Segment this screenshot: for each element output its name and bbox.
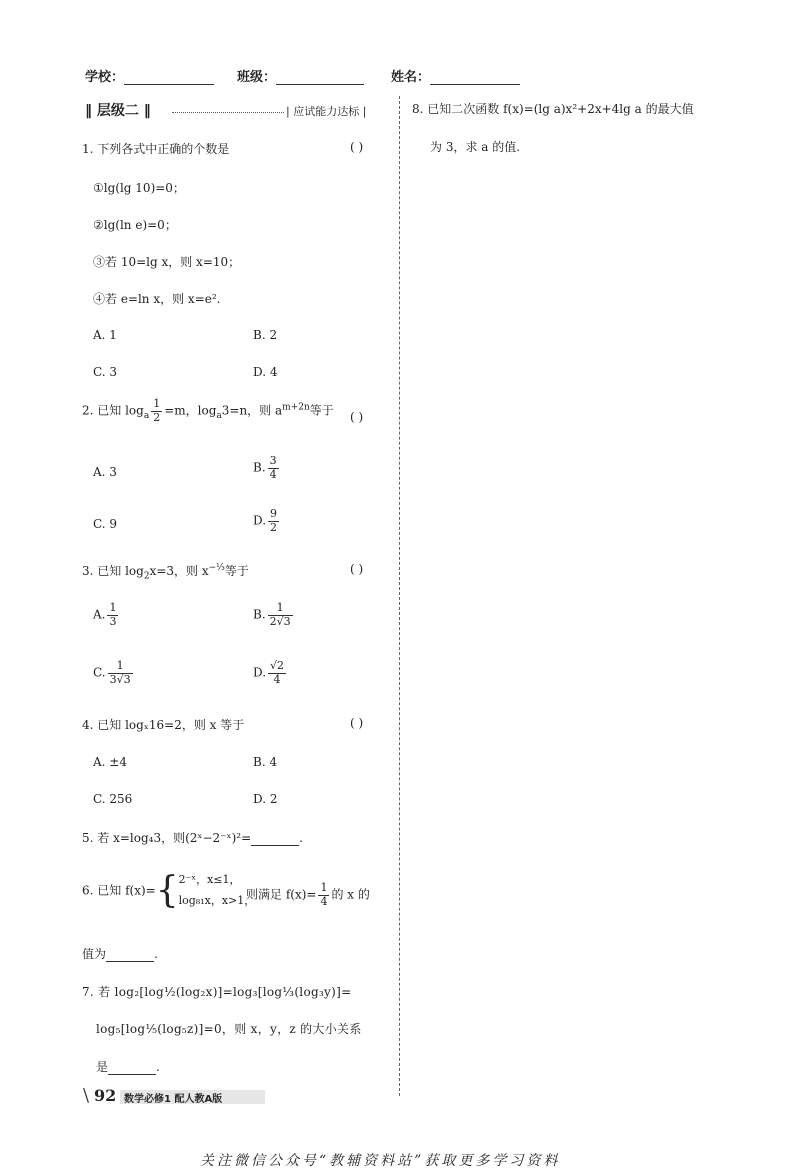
q2-option-a[interactable]: A. 3 bbox=[93, 465, 117, 479]
section-subtitle: | 应试能力达标 | bbox=[286, 105, 367, 118]
q6-fraction bbox=[318, 882, 329, 908]
q3-option-c-num: 1 bbox=[108, 660, 133, 674]
section-title: ‖ 层级二 ‖ bbox=[85, 103, 151, 119]
q1-item-3: ③若 10=lg x，则 x=10； bbox=[93, 255, 241, 269]
q3-option-a-label: A. bbox=[93, 607, 106, 622]
name-label bbox=[391, 66, 520, 85]
q7-line-1: 7. 若 log₂[log½(log₂x)]=log₃[log⅓(log₃y)]= bbox=[82, 985, 352, 999]
q7-line-3 bbox=[96, 1058, 160, 1075]
q2-option-d-label: D. bbox=[253, 513, 267, 528]
column-divider bbox=[399, 96, 400, 1096]
q4-option-b[interactable]: B. 4 bbox=[253, 755, 278, 769]
q2-text-mid2: 3=n，则 a bbox=[221, 403, 283, 418]
section-rule bbox=[172, 112, 284, 113]
q5-text: 5. 若 x=log₄3，则(2ˣ−2⁻ˣ)²= bbox=[82, 831, 252, 845]
name-label-text: 姓名： bbox=[391, 70, 431, 85]
q2-option-d[interactable] bbox=[253, 508, 281, 534]
q2-log-base-2: a bbox=[216, 411, 222, 422]
q1-option-d[interactable]: D. 4 bbox=[253, 365, 278, 379]
q3-stem bbox=[82, 562, 249, 581]
q3-log-base: 2 bbox=[143, 571, 150, 582]
q3-option-d-fraction bbox=[268, 660, 286, 686]
q6-line2 bbox=[82, 945, 158, 962]
q2-option-d-den: 2 bbox=[270, 520, 278, 534]
q1-stem: 1. 下列各式中正确的个数是 bbox=[82, 142, 230, 156]
q6-end: . bbox=[154, 947, 158, 961]
q4-stem: 4. 已知 logₓ16=2，则 x 等于 bbox=[82, 718, 245, 732]
q2-text-pre: 2. 已知 log bbox=[82, 403, 144, 418]
q3-option-b-den: 2√3 bbox=[269, 614, 291, 628]
q1-answer-paren[interactable]: ( ) bbox=[350, 140, 364, 154]
q1-option-a[interactable]: A. 1 bbox=[93, 328, 117, 342]
q4-answer-paren[interactable]: ( ) bbox=[350, 716, 364, 730]
q6-text-pre: 6. 已知 f(x)= bbox=[82, 883, 156, 898]
q1-option-b[interactable]: B. 2 bbox=[253, 328, 278, 342]
q6-cases bbox=[179, 870, 256, 912]
school-field[interactable] bbox=[124, 70, 214, 85]
q3-option-b-num: 1 bbox=[268, 602, 293, 616]
page-number: 92 bbox=[94, 1086, 117, 1105]
q3-option-d-label: D. bbox=[253, 665, 267, 680]
q4-option-c[interactable]: C. 256 bbox=[93, 792, 133, 806]
q2-option-c[interactable]: C. 9 bbox=[93, 517, 118, 531]
q1-item-1: ①lg(lg 10)=0； bbox=[93, 181, 185, 195]
q3-option-a-den: 3 bbox=[109, 614, 117, 628]
q6-case-2: log₈₁x，x>1， bbox=[178, 893, 256, 907]
q2-option-b[interactable] bbox=[253, 455, 281, 481]
q2-option-d-fraction bbox=[268, 508, 279, 534]
q3-option-d-den: 4 bbox=[273, 672, 281, 686]
q3-option-d[interactable] bbox=[253, 660, 288, 686]
q6-text-post: 的 x 的 bbox=[331, 887, 370, 902]
q6-line2-text: 值为 bbox=[82, 947, 107, 961]
q2-stem bbox=[82, 398, 334, 424]
q6-text-mid: 则满足 f(x)= bbox=[246, 887, 317, 902]
q3-option-c-label: C. bbox=[93, 665, 106, 680]
q5-end: . bbox=[299, 831, 303, 845]
q2-option-b-num: 3 bbox=[269, 454, 277, 467]
footer-slash: \ bbox=[83, 1085, 90, 1106]
class-label-text: 班级： bbox=[237, 70, 277, 85]
q3-option-a-fraction bbox=[107, 602, 118, 628]
q6-frac-den: 4 bbox=[320, 894, 328, 908]
footer-book-title: 数学必修1 配人教A版 bbox=[124, 1094, 223, 1105]
q2-answer-paren[interactable]: ( ) bbox=[350, 410, 364, 424]
class-field[interactable] bbox=[276, 70, 364, 85]
q4-option-a[interactable]: A. ±4 bbox=[93, 755, 127, 769]
name-field[interactable] bbox=[430, 70, 520, 85]
q3-option-b-fraction bbox=[268, 602, 293, 628]
q3-answer-paren[interactable]: ( ) bbox=[350, 562, 364, 576]
q3-option-b[interactable] bbox=[253, 602, 295, 628]
q2-frac-den: 2 bbox=[153, 410, 161, 424]
q2-log-base: a bbox=[143, 411, 150, 422]
q2-fraction bbox=[151, 398, 162, 424]
q3-exponent: −⅓ bbox=[208, 563, 225, 573]
footer-watermark: 关注微信公众号“教辅资料站”获取更多学习资料 bbox=[200, 1153, 561, 1169]
q4-option-d[interactable]: D. 2 bbox=[253, 792, 278, 806]
q6-frac-num: 1 bbox=[320, 881, 328, 894]
q6-case-1: 2⁻ˣ，x≤1， bbox=[178, 873, 241, 886]
q2-option-d-num: 9 bbox=[270, 507, 278, 520]
q5-answer-blank[interactable] bbox=[251, 831, 299, 846]
q3-text-mid: x=3，则 x bbox=[149, 564, 209, 578]
q3-option-c[interactable] bbox=[93, 660, 135, 686]
q3-option-c-fraction bbox=[108, 660, 133, 686]
q6-stem bbox=[82, 870, 255, 912]
q1-item-4: ④若 e=ln x，则 x=e². bbox=[93, 292, 221, 306]
q2-text-mid: =m，log bbox=[164, 403, 217, 418]
q3-option-d-num: √2 bbox=[270, 659, 285, 672]
q2-option-b-fraction bbox=[268, 455, 279, 481]
class-label bbox=[237, 66, 364, 85]
q2-option-b-label: B. bbox=[253, 460, 266, 475]
q6-stem-cont bbox=[246, 882, 370, 908]
q3-option-c-den: 3√3 bbox=[109, 672, 131, 686]
q7-line3-text: 是 bbox=[96, 1060, 109, 1074]
q1-option-c[interactable]: C. 3 bbox=[93, 365, 118, 379]
q8-line-1: 8. 已知二次函数 f(x)=(lg a)x²+2x+4lg a 的最大值 bbox=[412, 102, 694, 116]
q2-option-b-den: 4 bbox=[269, 467, 277, 481]
q3-text-post: 等于 bbox=[224, 564, 249, 578]
q3-option-a[interactable] bbox=[93, 602, 120, 628]
school-label-text: 学校： bbox=[85, 70, 125, 85]
q3-text-pre: 3. 已知 log bbox=[82, 564, 144, 578]
q3-option-b-label: B. bbox=[253, 607, 266, 622]
q2-text-post: 等于 bbox=[309, 403, 334, 418]
q7-end: . bbox=[156, 1060, 160, 1074]
q7-line-2: log₅[log⅕(log₅z)]=0，则 x，y，z 的大小关系 bbox=[96, 1022, 362, 1036]
q7-answer-blank[interactable] bbox=[108, 1060, 156, 1075]
q2-frac-num: 1 bbox=[153, 397, 161, 410]
q1-item-2: ②lg(ln e)=0； bbox=[93, 218, 177, 232]
q2-exponent: m+2n bbox=[282, 402, 310, 413]
q5-stem bbox=[82, 829, 303, 846]
q6-answer-blank[interactable] bbox=[106, 947, 154, 962]
q3-option-a-num: 1 bbox=[109, 601, 117, 614]
q6-brace: { bbox=[155, 869, 179, 911]
school-label bbox=[85, 66, 214, 85]
q8-line-2: 为 3，求 a 的值. bbox=[430, 140, 521, 154]
